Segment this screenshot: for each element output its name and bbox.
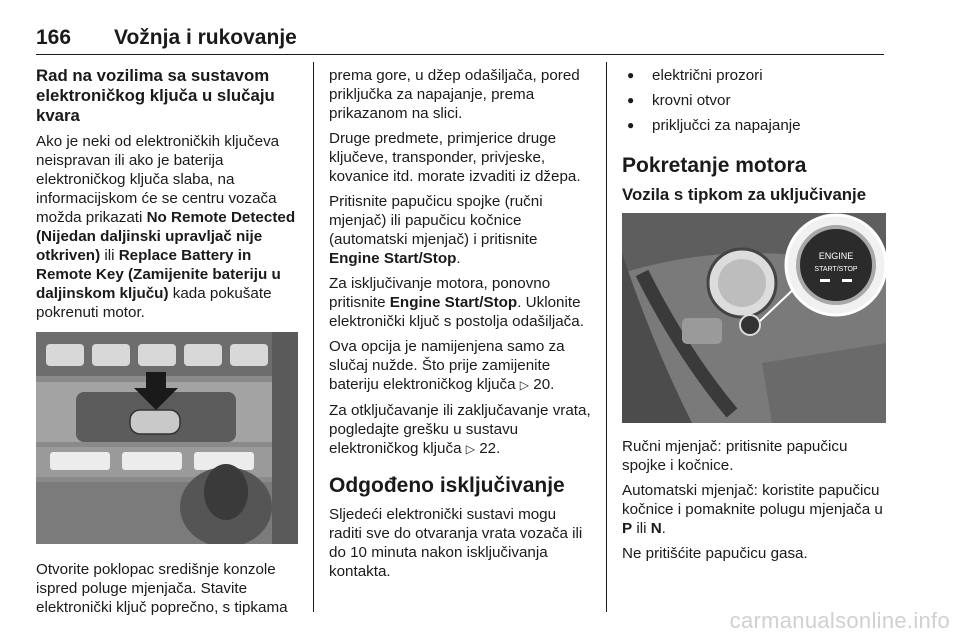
center-console-photo [36, 332, 298, 544]
section-title: Vožnja i rukovanje [114, 26, 297, 49]
text: Pritisnite papučicu spojke (ručni mjenjač) ili papučicu kočnice (automatski mjenjač) i pritisnite [329, 193, 543, 248]
paragraph [329, 192, 591, 268]
paragraph [329, 337, 591, 395]
text: . [661, 520, 666, 537]
text: ili [632, 520, 651, 537]
paragraph [329, 401, 591, 459]
button-label-line2: START/STOP [814, 266, 858, 273]
page-reference: 22. [479, 440, 501, 457]
page-header [36, 26, 884, 55]
list-item: ● krovni otvor [622, 91, 886, 110]
column-2 [329, 66, 591, 587]
paragraph [329, 274, 591, 331]
subheading: Vozila s tipkom za uključivanje [622, 185, 867, 204]
text: . Uklonite elektronički ključ s postolja odašiljača. [329, 294, 584, 330]
message-text: Replace Battery in Remote Key (Zamijenite bateriju u daljinskom ključu) [36, 247, 281, 302]
text: kada pokušate pokrenuti motor. [36, 285, 272, 321]
paragraph: prema gore, u džep odašiljača, pored priključka za napajanje, prema prikazanom na slici. [329, 67, 580, 122]
page-reference: 20. [533, 376, 555, 393]
list-item: ● priključci za napajanje [622, 116, 886, 135]
column-divider [606, 62, 607, 612]
column-3 [622, 66, 886, 569]
delayed-shutdown-heading: Odgođeno isključivanje [329, 474, 565, 497]
paragraph: Ručni mjenjač: pritisnite papučicu spojke i kočnice. [622, 438, 848, 474]
dashboard-photo [622, 213, 886, 423]
paragraph: Ne pritišćite papučicu gasa. [622, 545, 808, 562]
text: Ako je neki od elektroničkih ključeva neispravan ili ako je baterija elektroničkog ključa slaba, na informacijskom će se centru vozača možda prikazati [36, 133, 280, 226]
message-text: No Remote Detected (Nijedan daljinski upravljač nije otkriven) [36, 209, 296, 264]
gear-position: N [650, 520, 662, 537]
column-1 [36, 66, 298, 623]
paragraph [36, 132, 298, 322]
paragraph: Otvorite poklopac središnje konzole ispred poluge mjenjača. Stavite elektronički ključ poprečno, s tipkama [36, 561, 288, 616]
text: Ova opcija je namijenjena samo za slučaj nužde. Što prije zamijenite bateriju elektroničkog ključa [329, 338, 565, 393]
triangle-right-icon: ▷ [465, 442, 475, 456]
control-name: Engine Start/Stop [329, 250, 457, 267]
column-divider [313, 62, 314, 612]
page-number: 166 [36, 26, 72, 49]
text: ili [100, 247, 119, 264]
paragraph: Sljedeći elektronički sustavi mogu raditi sve do otvaranja vrata vozača ili do 10 minuta nakon isključivanja kontakta. [329, 506, 583, 580]
text: Automatski mjenjač: koristite papučicu kočnice i pomaknite polugu mjenjača u [622, 482, 883, 518]
gear-position: P [622, 520, 633, 537]
emergency-heading: Rad na vozilima sa sustavom elektroničkog ključa u slučaju kvara [36, 66, 275, 125]
paragraph [622, 481, 886, 538]
paragraph: Druge predmete, primjerice druge ključeve, transponder, privjeske, kovanice itd. morate izvaditi iz džepa. [329, 130, 581, 185]
engine-start-heading: Pokretanje motora [622, 154, 807, 177]
control-name: Engine Start/Stop [389, 294, 518, 311]
systems-list [622, 66, 886, 135]
text: . [456, 250, 461, 267]
list-item: ● električni prozori [622, 66, 886, 85]
text: Za isključivanje motora, ponovno pritisnite [329, 275, 551, 311]
text: Za otključavanje ili zaključavanje vrata, pogledajte grešku u sustavu elektroničkog ključa [329, 402, 591, 457]
watermark: carmanualsonline.info [729, 608, 950, 633]
button-label-line1: ENGINE [818, 251, 854, 261]
triangle-right-icon: ▷ [519, 378, 530, 392]
